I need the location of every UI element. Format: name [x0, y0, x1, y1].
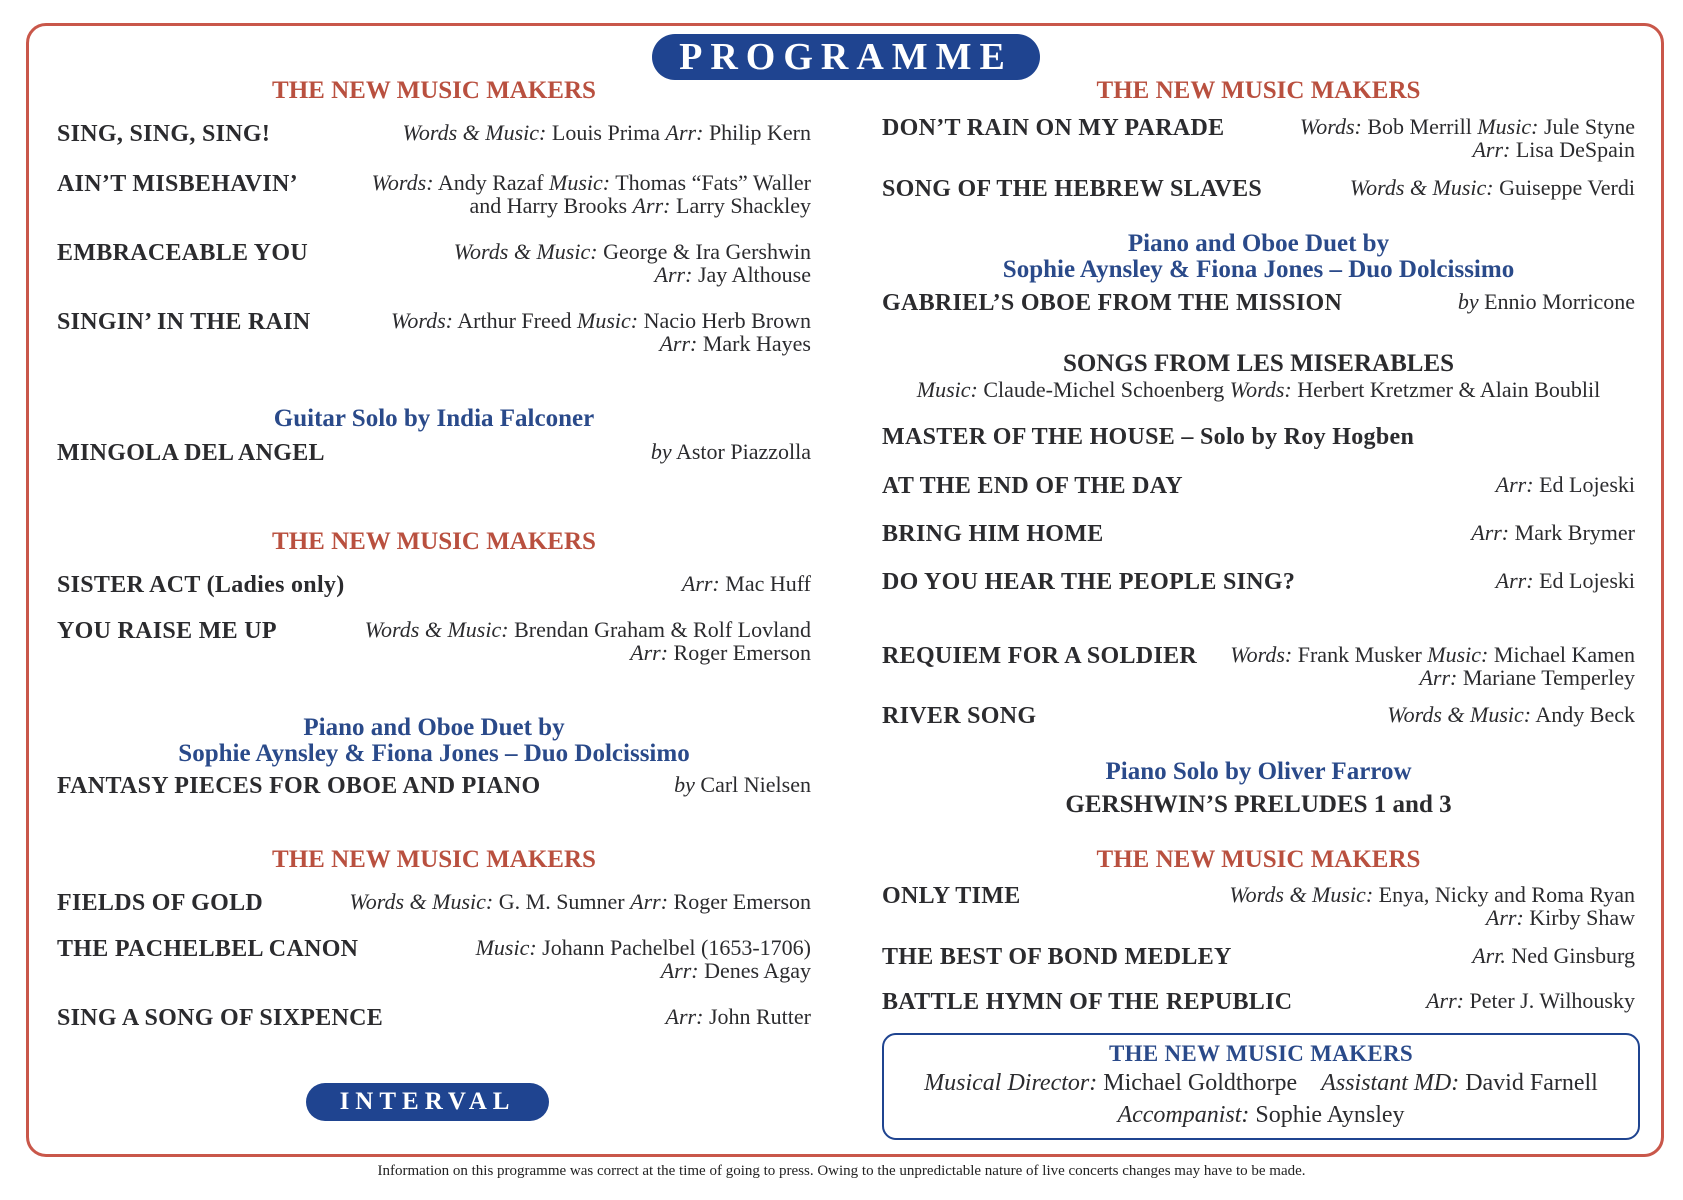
duet-heading-line-1: Piano and Oboe Duet by — [303, 714, 565, 741]
item-title: FIELDS OF GOLD — [57, 890, 264, 916]
duet-heading-line-2: Sophie Aynsley & Fiona Jones – Duo Dolcissimo — [178, 740, 690, 767]
item-title: THE BEST OF BOND MEDLEY — [882, 944, 1232, 970]
item-title: DO YOU HEAR THE PEOPLE SING? — [882, 569, 1296, 595]
item-title: BATTLE HYMN OF THE REPUBLIC — [882, 989, 1293, 1015]
item-title: AT THE END OF THE DAY — [882, 473, 1183, 499]
section-heading: THE NEW MUSIC MAKERS — [272, 846, 596, 873]
item-credit: Words & Music: George & Ira Gershwin Arr: Jay Althouse — [453, 239, 811, 287]
item-title: YOU RAISE ME UP — [57, 618, 277, 644]
footnote: Information on this programme was correct at the time of going to press. Owing to the unpredictable nature of live concerts changes may have to be made. — [377, 1163, 1306, 1179]
item-credit: Words: Arthur Freed Music: Nacio Herb Brown Arr: Mark Hayes — [391, 308, 811, 356]
item-title: MASTER OF THE HOUSE – Solo by Roy Hogben — [882, 424, 1415, 450]
gershwin-preludes-title: GERSHWIN’S PRELUDES 1 and 3 — [1065, 791, 1452, 818]
staff-credits-box — [882, 1033, 1640, 1140]
section-heading: THE NEW MUSIC MAKERS — [1096, 77, 1421, 104]
item-title: RIVER SONG — [882, 703, 1037, 729]
item-credit: Words & Music: Brendan Graham & Rolf Lovland Arr: Roger Emerson — [364, 617, 811, 665]
item-credit: Arr: Mark Brymer — [1471, 520, 1635, 545]
item-credit: Words: Frank Musker Music: Michael Kamen Arr: Mariane Temperley — [1230, 642, 1635, 690]
item-credit: Words & Music: Guiseppe Verdi — [1349, 175, 1635, 200]
programme-banner: PROGRAMME — [652, 34, 1040, 80]
staff-credits-heading: THE NEW MUSIC MAKERS — [1109, 1041, 1413, 1066]
item-title: SING A SONG OF SIXPENCE — [57, 1005, 384, 1031]
section-heading: THE NEW MUSIC MAKERS — [272, 77, 596, 104]
staff-credits-line-2: Accompanist: Sophie Aynsley — [1117, 1102, 1405, 1128]
item-credit: Arr. Ned Ginsburg — [1472, 943, 1635, 968]
item-credit: Arr: Peter J. Wilhousky — [1426, 988, 1635, 1013]
item-credit: Words: Bob Merrill Music: Jule Styne Arr: Lisa DeSpain — [1299, 114, 1635, 162]
duet-heading-line-2: Sophie Aynsley & Fiona Jones – Duo Dolcissimo — [1002, 256, 1515, 283]
item-title: FANTASY PIECES FOR OBOE AND PIANO — [57, 773, 541, 799]
les-miserables-credit: Music: Claude-Michel Schoenberg Words: Herbert Kretzmer & Alain Boublil — [916, 377, 1601, 402]
staff-credits-line-1: Musical Director: Michael Goldthorpe Assistant MD: David Farnell — [924, 1070, 1598, 1096]
item-credit: Music: Johann Pachelbel (1653-1706) Arr: Denes Agay — [475, 935, 811, 983]
duet-heading — [57, 715, 811, 767]
section-heading: THE NEW MUSIC MAKERS — [1096, 846, 1421, 873]
guitar-solo-heading: Guitar Solo by India Falconer — [273, 405, 595, 432]
item-credit: Arr: Mac Huff — [681, 571, 811, 596]
interval-banner: INTERVAL — [306, 1083, 549, 1121]
item-credit: by Astor Piazzolla — [650, 439, 811, 464]
item-credit: Words & Music: Andy Beck — [1387, 702, 1635, 727]
item-credit: Words & Music: G. M. Sumner Arr: Roger Emerson — [349, 889, 811, 914]
item-credit: Arr: John Rutter — [665, 1004, 811, 1029]
duet-heading — [882, 231, 1635, 283]
item-credit: Words: Andy Razaf Music: Thomas “Fats” Waller and Harry Brooks Arr: Larry Shackley — [371, 170, 811, 218]
item-title: AIN’T MISBEHAVIN’ — [57, 171, 298, 197]
item-title: ONLY TIME — [882, 883, 1021, 909]
item-credit: Words & Music: Louis Prima Arr: Philip Kern — [402, 120, 811, 145]
item-title: EMBRACEABLE YOU — [57, 240, 308, 266]
item-title: SISTER ACT (Ladies only) — [57, 572, 345, 598]
les-miserables-title: SONGS FROM LES MISERABLES — [1062, 350, 1455, 377]
section-heading: THE NEW MUSIC MAKERS — [272, 528, 596, 555]
item-title: SING, SING, SING! — [57, 121, 271, 147]
item-title: BRING HIM HOME — [882, 521, 1104, 547]
item-title: THE PACHELBEL CANON — [57, 936, 359, 962]
item-title: MINGOLA DEL ANGEL — [57, 440, 325, 466]
item-title: DON’T RAIN ON MY PARADE — [882, 115, 1225, 141]
item-credit: Arr: Ed Lojeski — [1495, 568, 1635, 593]
item-title: REQUIEM FOR A SOLDIER — [882, 643, 1198, 669]
duet-heading-line-1: Piano and Oboe Duet by — [1127, 230, 1390, 257]
item-credit: by Ennio Morricone — [1457, 289, 1635, 314]
item-credit: Words & Music: Enya, Nicky and Roma Ryan Arr: Kirby Shaw — [1229, 882, 1635, 930]
piano-solo-heading: Piano Solo by Oliver Farrow — [1105, 758, 1412, 785]
item-title: GABRIEL’S OBOE FROM THE MISSION — [882, 290, 1343, 316]
item-credit: by Carl Nielsen — [674, 772, 811, 797]
item-title: SONG OF THE HEBREW SLAVES — [882, 176, 1263, 202]
item-credit: Arr: Ed Lojeski — [1495, 472, 1635, 497]
item-title: SINGIN’ IN THE RAIN — [57, 309, 311, 335]
